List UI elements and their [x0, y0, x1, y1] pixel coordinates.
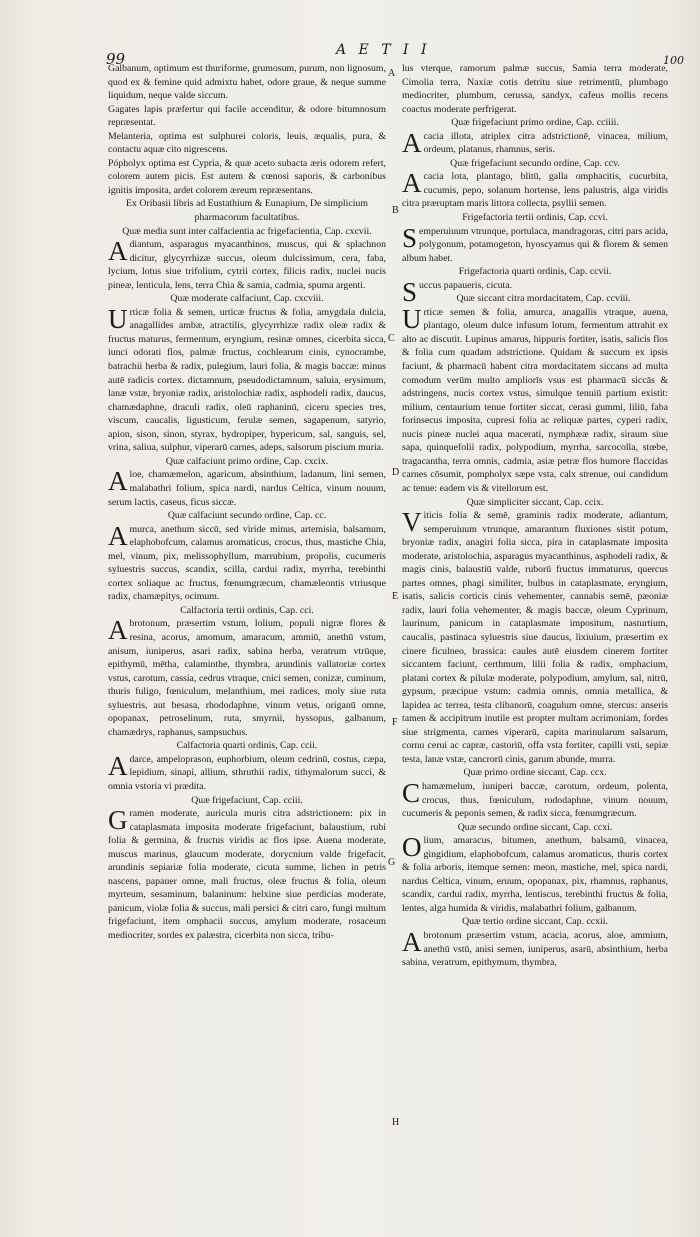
section-heading: Frigefactoria tertii ordinis, Cap. ccvi. [462, 212, 608, 224]
paragraph: Gramen moderate, auricula muris citra adstrictionem: pix in cataplasmata imposita moderate frigefaciunt, balaustium, rubi folia & germina, & fructus viridis ac flos ipse. Auena moderate, muscus marinus, glaucum moderate, dorycnium valde frigefacit, arundinis sepiariæ folia moderate, cicuta summe, lichen in petris nascens, papauer omne, mali fructus, oleæ fructus & folia, oleum myrteum, sesaminum, balaninum: helxine siue perdicias moderate, panicum, violæ folia & succus, mali persici & citri caro, fungi multum frigefaciunt, item omphacii succus, amylum moderate, rosaceum mediocriter, sordes ex palæstra, cicerbita non sicca, tribu- [108, 805, 386, 941]
right-text-column [402, 62, 668, 970]
margin-letter-e: E [392, 591, 399, 602]
running-head: A E T I I [336, 42, 431, 58]
section-heading: Ex Oribasii libris ad Eustathium & Eunapium, De simplicium pharmacorum facultatibus. [126, 198, 368, 224]
section-heading: Quæ primo ordine siccant, Cap. ccx. [463, 767, 607, 779]
left-text-column [108, 62, 386, 943]
section-heading: Quæ tertio ordine siccant, Cap. ccxii. [462, 916, 608, 928]
margin-letter-g: G [388, 857, 396, 868]
margin-letter-b: B [392, 205, 399, 216]
paragraph: Acacia illota, atriplex citra adstrictionē, vinacea, milium, ordeum, platanus, rhamnus, seris. [402, 127, 668, 158]
section-heading: Quæ frigefaciunt primo ordine, Cap. cciiii. [451, 117, 619, 129]
paragraph: Succus papaueris, cicuta. [402, 276, 513, 307]
paragraph: Adarce, ampeloprason, euphorbium, oleum cedrinū, costus, cæpa, lepidium, sinapi, allium, sthruthii radix, tithymalorum succi, & omnia vstoria vi prædita. [108, 750, 386, 792]
section-heading: Quæ siccant citra mordacitatem, Cap. ccviii. [456, 293, 631, 305]
section-heading: Quæ calfaciunt primo ordine, Cap. cxcix. [165, 455, 329, 467]
section-heading: Quæ calfaciunt secundo ordine, Cap. cc. [167, 510, 327, 522]
paragraph: Aloe, chamæmelon, agaricum, absinthium, ladanum, lini semen, malabathri folium, spica nardi, nardus Celtica, vinum nouum, serum lactis, caseus, ficus siccæ. [108, 466, 386, 508]
section-heading: Quæ frigefaciunt, Cap. cciii. [191, 794, 303, 806]
section-heading: Quæ simpliciter siccant, Cap. ccix. [466, 496, 604, 508]
section-heading: Quæ frigefaciunt secundo ordine, Cap. ccv. [450, 157, 620, 169]
paragraph: Semperuiuum vtrunque, portulaca, mandragoras, citri pars acida, polygonum, potamogeton, hyoscyamus qui & florem & semen album habet. [402, 222, 668, 264]
paragraph: Melanteria, optima est sulphurei coloris, leuis, æqualis, pura, & contactu aquæ cito nigrescens. [108, 130, 386, 156]
paragraph: Chamæmelum, iuniperi baccæ, carotum, ordeum, polenta, crocus, thus, fœniculum, rododaphne, vinum nouum, cucumeris & peponis semen, & radix sicca, fœnumgræcum. [402, 777, 668, 820]
section-heading: Quæ secundo ordine siccant, Cap. ccxi. [457, 821, 613, 833]
paragraph: Pópholyx optima est Cypria, & quæ aceto subacta æris odorem refert, colorem autem picis. Est autem & cœnosi saporis, & carbonibus ignitis imposita, ardet colorem æreum repræsentans. [108, 157, 386, 196]
paragraph: Olium, amaracus, bitumen, anethum, balsamū, vinacea, gingidium, elaphobofcum, calamus aromaticus, thuris cortex & folia arboris, itemque semen: meon, mastiche, mel, spica nardi, nardus Celtica, vinum, eruum, opopanax, pix, rhamnus, raphanus, scandix, cardui radix, myrrha, lentiscus, terebinthi fructus & folia, lentes, alga humida & viridis, malabathri folium, galbanum. [402, 832, 668, 914]
paragraph: Adiantum, asparagus myacanthinos, muscus, qui & splachnon dicitur, glycyrrhizæ succus, oleum dulcissimum, cera, faba, lycium, lotus siue trifolium, cytrii cortex, filicis radix, nuclei nucis pineæ, lenticula, lens, terra Chia & samia, cadmia, spuma argenti. [108, 236, 386, 291]
margin-letter-d: D [392, 467, 400, 478]
section-heading: Frigefactoria quarti ordinis, Cap. ccvii. [458, 266, 612, 278]
paragraph: lus vterque, ramorum palmæ succus, Samia terra moderate, Cimolia terra, Naxiæ cotis detritu siue retrimentū, plumbago mediocriter, plumbum, cerussa, sandyx, cafeus mollis recens coactus moderate perfrigerat. [402, 63, 668, 115]
section-heading: Calfactoria quarti ordinis, Cap. ccii. [176, 740, 318, 752]
paragraph: Urticæ semen & folia, amurca, anagallis vtraque, auena, plantago, oleum dulce infusum lotum, fermentum attrahit ex alto ac discutit. Lupinus amarus, hippuris fortiter, isatis, salicis flos & folia cum quadam adstrictione. Quidam & succum ex ipsis faciunt, & pharmacū habent citra mordacitatem siccans ad multa comodum verūm multo ampliorīs vsus est pharmacū siccās & adstringens, nucis cortex vstus, simulque tenuiū partium existit: milium, centaurium tenue fortiter siccat, cerasi gummi, liliū, faba forinsecus imposita, cupresi folia ac reliquæ partes, cyperi radix, nucis pineæ nuclei aqua macerati, nymphææ radix, siraum siue sapa, quinquefolii radix, polypodium, myrrha, sarcocolla, stœbe, tragacantha, terra omnis, cadmia, asiæ petræ flos humore flaccidas carnes cōsumit, pompholyx sæpe vsta, calx strenue, oui candidum ac tenue: eadem vis & vitellorum est. [402, 303, 668, 494]
paragraph: Gagates lapis præfertur qui facile accenditur, & odore bitumnosum repræsentat. [108, 103, 386, 129]
section-heading: Quæ media sunt inter calfacientia ac frigefacientia, Cap. cxcvii. [122, 225, 372, 237]
paragraph: Abrotonum præsertim vstum, acacia, acorus, aloe, ammium, anethū vstū, anisi semen, iuniperus, asarū, absinthium, herba sabina, veratrum, epithymum, thymbra, [402, 927, 668, 969]
paragraph: Acacia lota, plantago, blitū, galla omphacitis, cucurbita, cucumis, pepo, solanum hortense, lens palustris, alga viridis citra præruptam maris littora collecta, psyllii semen. [402, 168, 668, 210]
paragraph: Galbanum, optimum est thuriforme, grumosum, purum, non lignosum, quod ex & femine quid admixtu habet, odore graue, & neque summe liquidum, neque valde siccum. [108, 63, 386, 102]
paragraph: Viticis folia & semē, graminis radix moderate, adiantum, semperuiuum vtrunque, amarantum fluxiones sistit potum, bryoniæ radix, anagiri folia sicca, pira in cataplasmate imposita moderate, aristolochia, asparagus myacanthinus, asphodeli radix, & magis cinis, balaustiū valde, ruborū fructus immaturus, quercus partes omnes, phagi similiter, bulbus in cataplasmate, eryngium, isatis, salicis corticis cinis vehementer, cannabis semē, pæoniæ radix, lauri folia vehementer, & magis baccæ, oleum Cyprinum, laurinum, panicum in cataplasmate impositum, nasturtium, caucalis, pastinaca syluestris siue daucus, lixiuium, præsertim ex cinere ficulneo, brassica: caules autē eiusdem cinerem fortiter siccantem faciunt, certhmum, lilii folia & radix, omphacium, platani cortex & pilulæ moderate, polypodium, amylum, sal, nitrū, gypsum, præcipue vstum: cadmia omnis, omnia metallica, & lapidea ac terrea, testa clibanorū, coagulum omne, stercus: anseris tamen & accipitrum inutile est propter multam acrimoniam, fordes siue strigmenta, carnes viperarū, capita marinularum salsarum, cornu cerui ac capræ, castoriū, offa vsta fortiter, capilli vsti, sepiæ testa, lanæ vstæ, cancrorū cinis, garum abunde, murra. [402, 507, 668, 765]
left-page-number: 99 [106, 50, 126, 68]
section-heading: Calfactoria tertii ordinis, Cap. cci. [180, 604, 314, 616]
margin-letter-a: A [388, 68, 396, 79]
paragraph: Abrotonum, præsertim vstum, lolium, populi nigræ flores & resina, acorus, amomum, amaracum, ammiū, anethū vstum, anisum, iuniperus, asari radix, sabina herba, veratrum vtrūque, epithymū, mētha, calaminthe, thymbra, arundinis vallatoriæ cortex vstus, carotum, cassia, cedrus vtraque, cnici semen, conizæ, cuminum, thuris fuligo, fœniculum, melanthium, mei radices, moly siue ruta syluestris, aut besasa, rhododaphne, vinum vetus, origanū omne, opopanax, petroselinum, ruta, smyrnii, hyssopus, galbanum, chamædrys, raphanus, sampsuchus. [108, 615, 386, 738]
right-page-number: 100 [663, 54, 684, 67]
section-heading: Quæ moderate calfaciunt, Cap. cxcviii. [170, 293, 324, 305]
margin-letter-h: H [392, 1117, 400, 1128]
paragraph: Urticæ folia & semen, urticæ fructus & folia, amygdala dulcia, anagallides ambæ, atractilis, glycyrrhizæ radix oleæ radix & fructus maturus, fermentum, eryngium, resinæ omnes, cicerbita sicca, iunci odorati flos, palmæ fructus, cochlearum cinis, cynocrambe, batrachii herba & radix, pulegium, lauri folia, & magis baccæ: minus autē radicis cortex. dictamnum, pseudodictamnum, saluia, erysimum, lanæ vstæ, bryoniæ radix, aristolochiæ radix, asphodeli radix, daucus, chamædaphne, draculi radix, oleū raphaninū, ciceru species tres, viscum, caucalis, ligusticum, ferulæ semen, sagapenum, satyrio, apion, sison, sinon, styrax, hydropiper, hypericum, sal, sanguis, sel, vrina, saliua, sulphur, viperarū carnes, adeps, salsorum piscium muria. [108, 303, 386, 454]
margin-letter-c: C [388, 333, 395, 344]
margin-letter-f: F [392, 717, 398, 728]
paragraph: Amurca, anethum siccū, sed viride minus, artemisia, balsamum, elaphobofcum, calamus aromaticus, crocus, thus, mastiche Chia, mel, vinum, pix, melissophyllum, marrubium, propolis, cucumeris syluestris succus, scandix, scilla, cardui radix, myrrha, terebinthi cortex soliaque ac fructus, fœnumgræcum, chamæleontis vtriusque radix, chamæpitys, ocimum. [108, 520, 386, 603]
